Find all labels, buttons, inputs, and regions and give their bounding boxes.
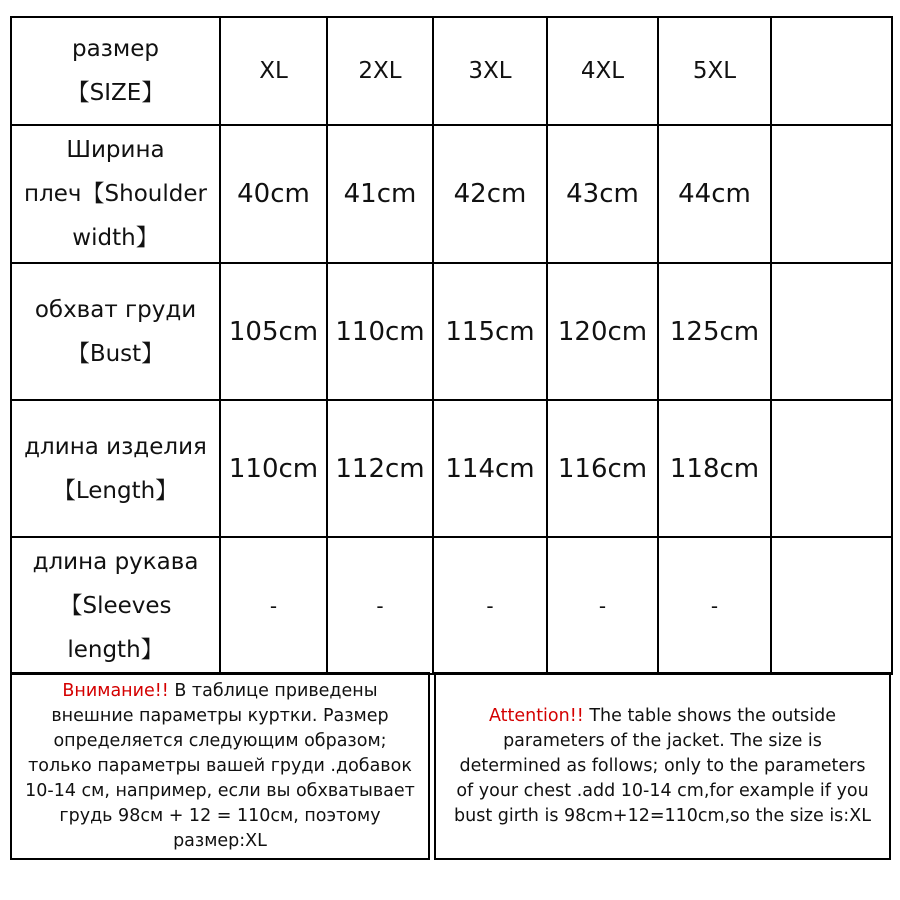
size-header-label — [11, 17, 220, 125]
row-label-line: плеч【Shoulder — [24, 181, 207, 207]
table-cell: 114cm — [433, 400, 547, 537]
table-cell — [771, 125, 892, 263]
size-5xl: 5XL — [658, 17, 771, 125]
table-cell: 110cm — [327, 263, 433, 400]
table-cell: - — [547, 537, 658, 674]
row-label-line: Ширина — [66, 137, 165, 163]
row-label-bust — [11, 263, 220, 400]
table-cell — [771, 400, 892, 537]
table-cell: 43cm — [547, 125, 658, 263]
table-cell — [771, 263, 892, 400]
note-en-line: of your chest .add 10-14 cm,for example if you — [456, 780, 869, 801]
table-row — [11, 400, 892, 537]
table-cell — [771, 537, 892, 674]
table-cell: 105cm — [220, 263, 327, 400]
size-2xl: 2XL — [327, 17, 433, 125]
table-cell: - — [433, 537, 547, 674]
note-en-line: bust girth is 98cm+12=110cm,so the size is:XL — [454, 805, 871, 826]
row-label-line: 【Length】 — [52, 477, 179, 504]
row-label-line: длина изделия — [24, 433, 207, 460]
note-ru-line: 10-14 см, например, если вы обхватывает — [25, 780, 415, 801]
size-4xl: 4XL — [547, 17, 658, 125]
row-label-line: length】 — [67, 636, 164, 663]
table-row — [11, 263, 892, 400]
row-label-sleeves — [11, 537, 220, 674]
table-cell: - — [658, 537, 771, 674]
note-ru-line: внешние параметры куртки. Размер — [51, 705, 389, 726]
table-cell: - — [327, 537, 433, 674]
table-cell: 118cm — [658, 400, 771, 537]
row-label-line: 【Sleeves — [59, 592, 172, 619]
row-label-length — [11, 400, 220, 537]
note-ru-line: только параметры вашей груди .добавок — [28, 755, 412, 776]
table-cell: 116cm — [547, 400, 658, 537]
note-ru-line: В таблице приведены — [168, 680, 378, 701]
notes-row — [10, 672, 891, 860]
row-label-line: width】 — [72, 225, 159, 251]
size-header-row — [11, 17, 892, 125]
note-ru-line: размер:XL — [173, 830, 267, 851]
note-russian — [10, 672, 430, 860]
size-table — [10, 16, 893, 675]
note-ru-line: определяется следующим образом; — [53, 730, 387, 751]
table-cell: 41cm — [327, 125, 433, 263]
size-label-en: 【SIZE】 — [66, 80, 165, 106]
table-row — [11, 125, 892, 263]
row-label-line: обхват груди — [34, 296, 197, 323]
table-cell: 40cm — [220, 125, 327, 263]
table-row — [11, 537, 892, 674]
row-label-line: 【Bust】 — [66, 340, 165, 367]
note-en-line: determined as follows; only to the parameters — [459, 755, 866, 776]
table-cell: 125cm — [658, 263, 771, 400]
size-3xl: 3XL — [433, 17, 547, 125]
table-cell: 44cm — [658, 125, 771, 263]
note-ru-alert: Внимание!! — [62, 680, 169, 701]
table-cell: 120cm — [547, 263, 658, 400]
note-en-line: The table shows the outside — [583, 705, 837, 726]
table-cell: 112cm — [327, 400, 433, 537]
note-en-alert: Attention!! — [488, 705, 584, 726]
table-cell: 115cm — [433, 263, 547, 400]
table-cell: - — [220, 537, 327, 674]
size-xl: XL — [220, 17, 327, 125]
table-cell: 42cm — [433, 125, 547, 263]
row-label-shoulder — [11, 125, 220, 263]
row-label-line: длина рукава — [32, 548, 199, 575]
size-empty — [771, 17, 892, 125]
note-ru-line: грудь 98см + 12 = 110см, поэтому — [59, 805, 381, 826]
note-english — [434, 672, 891, 860]
table-cell: 110cm — [220, 400, 327, 537]
size-label-ru: размер — [71, 36, 160, 62]
note-en-line: parameters of the jacket. The size is — [503, 730, 822, 751]
